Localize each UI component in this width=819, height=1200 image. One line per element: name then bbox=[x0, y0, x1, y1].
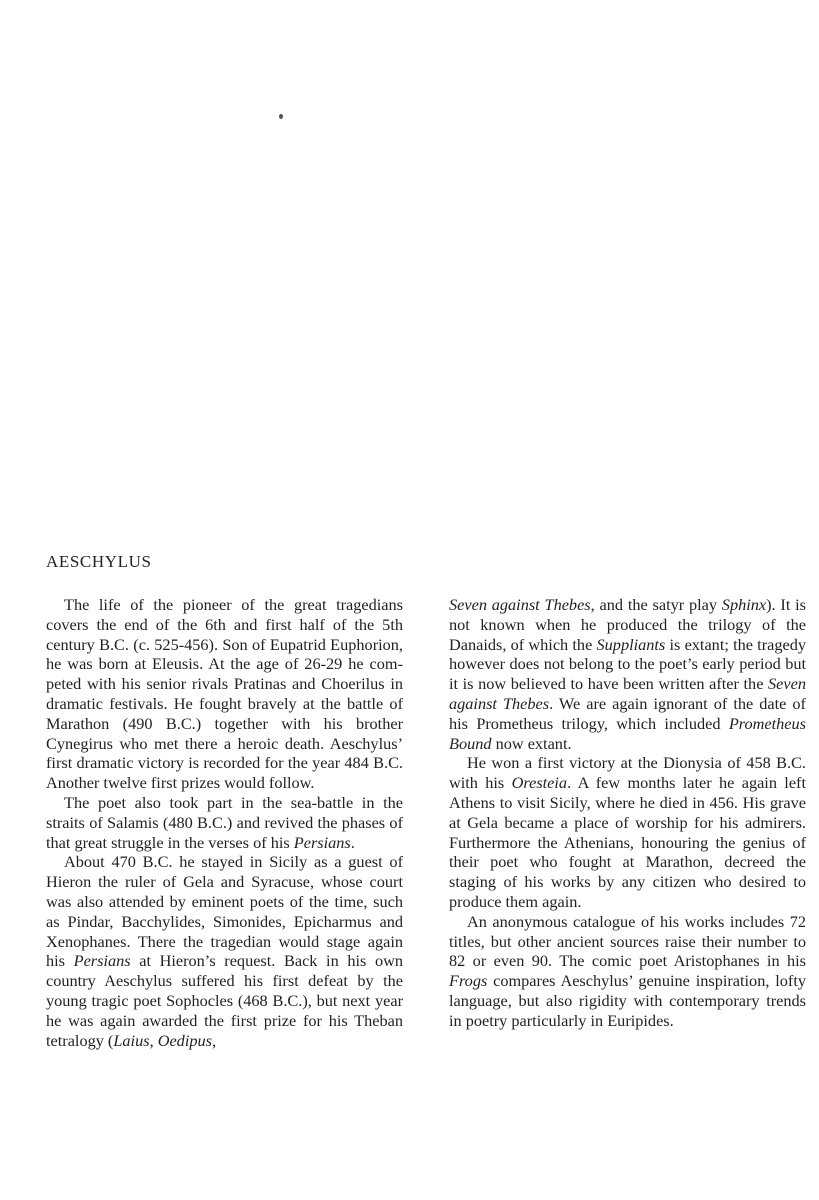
text-run: , bbox=[211, 1030, 217, 1050]
italic-title: Persians bbox=[73, 951, 131, 971]
text-run: The life of the pioneer of the great tragedians covers the end of the 6th and first half of the 5th century B.C. (c. 525-456). Son of Eupatrid Euphorion, he was born at Eleusis. At the age of 26-29 he competed with his senior rivals Pratinas and Choerilus in dramatic festivals. He fought bravely at the battle of Marathon (490 B.C.) together with his brother Cynegirus who met there a heroic death. Aeschylus’ first dramatic victory is recorded for the year 484 B.C. Another twelve first prizes would follow. bbox=[46, 595, 403, 793]
text-run: ). It is not known when he produced the trilogy of the Danaids, of which the bbox=[449, 595, 807, 654]
text-run: , bbox=[149, 1030, 158, 1050]
text-run: is extant; the tragedy however does not belong to the poet’s early period but it is now believed to have been written after the bbox=[449, 634, 806, 694]
paragraph bbox=[449, 912, 806, 1031]
italic-title: Persians bbox=[293, 832, 351, 852]
paragraph bbox=[46, 852, 403, 1050]
italic-title: Oresteia bbox=[511, 773, 568, 793]
paragraph bbox=[449, 753, 806, 911]
italic-title: Sphinx bbox=[721, 595, 767, 614]
italic-title: Frogs bbox=[449, 971, 488, 991]
text-run: compares Aeschylus’ genuine inspiration, lofty language, but also rigidity with contemporary trends in poetry particularly in Euripides. bbox=[449, 971, 806, 1030]
text-run: . bbox=[350, 832, 355, 852]
text-run: . A few months later he again left Athens to visit Sicily, where he died in 456. His grave at Gela became a place of worship for his admirers. Furthermore the Athenians, honouring the genius of their poet who fought at Marathon, decreed the staging of his works by any citizen who desired to produce them again. bbox=[449, 773, 806, 911]
right-column bbox=[449, 595, 806, 1031]
text-run: He won a first victory at the Dionysia of 458 B.C. with his bbox=[449, 753, 806, 793]
paragraph bbox=[46, 793, 403, 852]
text-run: . We are again ignorant of the date of his Prometheus trilogy, which included bbox=[449, 693, 806, 733]
text-run: at Hieron’s request. Back in his own country Aeschylus suffered his first defeat by the young tragic poet Sophocles (468 B.C.), but next year he was again awarded the first prize for his Theban tetralogy ( bbox=[46, 951, 403, 1050]
page-title: AESCHYLUS bbox=[46, 552, 152, 571]
ink-speck bbox=[279, 114, 283, 119]
text-run: About 470 B.C. he stayed in Sicily as a guest of Hieron the ruler of Gela and Syracuse, whose court was also attended by eminent poets of the time, such as Pindar, Bacchylides, Simonides, Epicharmus and Xenophanes. There the tragedian would stage again his bbox=[46, 852, 403, 971]
italic-title: Seven against Thebes bbox=[449, 674, 806, 713]
italic-title: Prometheus Bound bbox=[449, 713, 806, 753]
text-run: , and the satyr play bbox=[590, 595, 722, 614]
text-run: The poet also took part in the sea-battle in the straits of Salamis (480 B.C.) and revived the phases of that great struggle in the verses of his bbox=[46, 792, 403, 852]
left-column bbox=[46, 595, 403, 1050]
italic-title: Seven against Thebes bbox=[449, 595, 591, 614]
italic-title: Oedipus bbox=[157, 1030, 212, 1050]
italic-title: Laius bbox=[113, 1030, 150, 1050]
text-run: An anonymous catalogue of his works includes 72 titles, but other ancient sources raise their number to 82 or even 90. The comic poet Aristophanes in his bbox=[449, 911, 806, 971]
paragraph bbox=[46, 595, 403, 793]
italic-title: Suppliants bbox=[596, 634, 666, 654]
text-run: now extant. bbox=[491, 733, 572, 753]
paragraph-continued bbox=[449, 595, 806, 753]
